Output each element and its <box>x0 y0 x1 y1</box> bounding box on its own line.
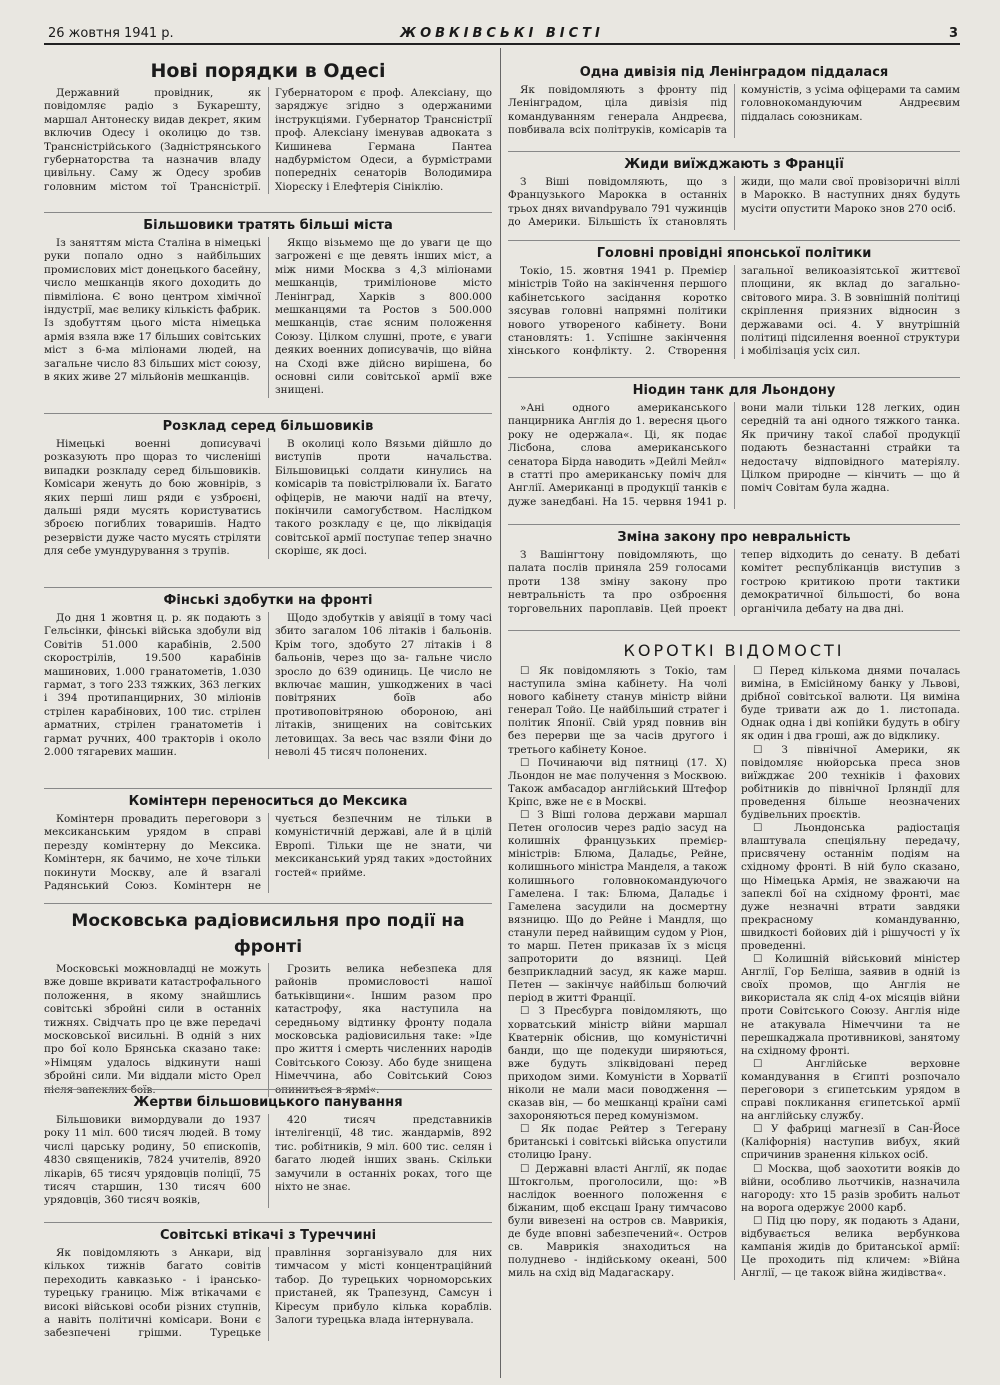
article-odesa <box>44 58 492 194</box>
brief-item: ☐ З Пресбурга повідомляють, що хорватський міністр війни маршал Кватернік обіснив, що комуністичні банди, що ще подекуди ширяються, вже будуть зліквідовані перед приходом зими. Комуністи в Хорватії ніколи не мали маси поводження — сказав він, — бо мешканці країни самі захороняються перед комунізмом. <box>508 1005 728 1123</box>
article-leningrad <box>508 64 960 138</box>
paragraph: Як повідомляють з Анкари, від кількох тижнів багато совітів переходить кавказько - і ірансько-турецьку границю. Між втікачами є високі військові особи різних ступнів, а навіть політичні комісари. Вони є забезпечені грішми. Турецьке правління зорганізувало для них тимчасом у місті концентраційний табор. До турецьких чорноморських пристаней, як Трапезунд, Самсун і Кіресум прибуло кілька кораблів. Залоги турецька влада інтернувала. <box>44 1247 492 1340</box>
article-body <box>508 176 960 230</box>
brief-text: Англійське верховне командування в Єгипті розпочало переговори з єгипетським урядом в справі покликання єгипетської армії на англійську службу. <box>741 1057 961 1123</box>
article-body <box>508 265 960 359</box>
brief-item: ☐ Колишній військовий міністер Англії, Гор Беліша, заявив в одній із своїх промов, що Англія не використала як слід 4-ох місяців війни проти Совітського Союзу. Англія ніде не атакувала Німеччини та не перешкаджала противникові, занятому на східному фронті. <box>741 953 960 1057</box>
paragraph: »Ані одного американського панцирника Англія до 1. вересня цього року не одержала«. Ці, як подає Лісбона, слова американського сенатора Бірда наводить »Дейлі Мейл« в статті про американську поміч для Англії. Американці в продукції танків є дуже занедбані. На 15. червня 1941 р. вони мали тільки 128 легких, один середній та ані одного тяжкого танка. Як причину такої слабої продукції подають безнастанні страйки та недостачу відповідного матеріялу. Цілком природне — кінчить — що й поміч Совітам була жадна. <box>508 402 960 508</box>
brief-item: ☐ Москва, щоб заохотити вояків до війни, особливо льотчиків, назначила нагороду: хто 15 разів зробить нальот на ворога одержує 2000 карб. <box>741 1162 960 1214</box>
brief-item: ☐ Англійське верховне командування в Єгипті розпочало переговори з єгипетським урядом в справі покликання єгипетської армії на англійську службу. <box>741 1057 961 1123</box>
paragraph: Більшовики вимордували до 1937 року 11 міл. 600 тисяч людей. В тому числі царську родину, 50 єпископів, 4830 священиків, 7824 учителів, 8920 лікарів, 65 тисяч урядовців поліції, 75 тисяч старшин, 130 тисяч 600 урядовців, 360 тисяч вояків, <box>44 1114 261 1207</box>
article-cities <box>44 217 492 398</box>
paragraph: З Вашінгтону повідомляють, що палата послів приняла 259 голосами проти 138 зміну закону про невтральність та про озброєння торговельних пароплавів. Цей проект тепер відходить до сенату. В дебаті комітет республіканців виступив з гострою критикою проти тактики демократичної більшості, бо вона органічила дебату на два дні. <box>508 549 960 615</box>
divider <box>44 1222 492 1223</box>
article-title: Московська радіовисильня про події на фронті <box>71 911 465 957</box>
brief-item: ☐ Під цю пору, як подають з Адани, відбувається велика вербункова кампанія жидів до британської армії: Це проходить під кличем: »Війна Англії, — це також війна жидівства«. <box>741 1214 960 1280</box>
brief-text: Державні власті Англії, як подає Штокгольм, проголосили, що: »В наслідок военного положення є біжаним, щоб ексцаш Ірану тимчасово були вивезені на остров св. Маврикія, де буде вповні забезпечений«. Остров св. Маврикія знаходиться на полуднево - індійському океані, 500 миль на схід від Мадагаскару. <box>508 1162 728 1280</box>
paragraph: Грозить велика небезпека для районів промисловості нашої батьківщини«. Іншим разом про катастрофу, яка наступила на середньому відтинку фронту подала московська радіовисильня таке: »Іде про життя і смерть численних народів Совітського Союзу. Або буде знищена Німеччина, або Совітський Союз опиниться в ярмі«. <box>275 963 492 1096</box>
divider <box>44 788 492 789</box>
brief-item: ☐ Державні власті Англії, як подає Штокгольм, проголосили, що: »В наслідок военного положення є біжаним, щоб ексцаш Ірану тимчасово були вивезені на остров св. Маврикія, де буде вповні забезпечений«. Остров св. Маврикія знаходиться на полуднево - індійському океані, 500 миль на схід від Мадагаскару. <box>508 1162 728 1280</box>
article-title: Фінські здобутки на фронті <box>163 593 373 608</box>
column-divider <box>500 48 501 1378</box>
paragraph: Як повідомляють з фронту під Ленінградом, ціла дивізія під командуванням генерала Андреєва, повбивала всіх політруків, комісарів та комуністів, з усіма офіцерами та самим головнокомандуючим Андреєвим піддалась союзникам. <box>508 84 960 137</box>
paragraph: Комінтерн провадить переговори з мексиканським урядом в справі перезду комінтерну до Мексика. Комінтерн, як бачимо, не хоче тільки покинути Москву, але й взагалі Радянський Союз. Комінтерн не чується безпечним не тільки в комуністичній державі, але й в цілій Европі. Тільки ще не знати, чи мексиканський уряд таких »достойних гостей« прийме. <box>44 813 492 893</box>
paragraph: Щодо здобутків у авіяції в тому часі збито загалом 106 літаків і бальонів. Крім того, здобуто 27 літаків і 8 бальонів, через що за- гальне число зросло до 639 одиниць. Це число не включає машин, ушкоджених в часі повітряних боїв або противоповітряною обороною, ані літаків, знищених на совітських летовищах. За весь час взяли Фіни до неволі 45 тисяч полонених. <box>275 612 492 759</box>
article-fugitives <box>44 1227 492 1341</box>
article-japan <box>508 245 960 359</box>
article-title: Розклад серед більшовиків <box>162 419 374 434</box>
brief-text: Як подає Рейтер з Тегерану британські і совітські війська опустили столицю Ірану. <box>508 1123 727 1162</box>
article-decay <box>44 418 492 559</box>
article-moscow-radio <box>44 908 492 1097</box>
newspaper-title: ЖОВКІВСЬКІ ВІСТІ <box>400 26 604 41</box>
article-title: Більшовики тратять більші міста <box>143 218 393 233</box>
page-number: 3 <box>948 26 958 41</box>
article-title: КОРОТКІ ВІДОМОСТІ <box>623 641 845 660</box>
article-title: Головні провідні японської політики <box>596 246 872 261</box>
article-title: Комінтерн переноситься до Мексика <box>128 794 408 809</box>
article-body <box>508 402 960 509</box>
article-neutrality <box>508 529 960 616</box>
brief-text: З Віші голова держави маршал Петен оголосив через радіо засуд на колишніх французьких премієр-міністрів: Блюма, Даладьє, Рейне, колишнього міністра Манделя, а також колишнього головнокомандуючого Гамелена. І так: Блюма, Даладьє і Гамелена засудили на досмертну вязницю. Що до Рейне і Мандля, що станули перед найвищим судом у Ріон, то марш. Петен приказав їх з місця запроторити до вязниці. Цей безприкладний засуд, як каже марш. Петен — закінчує найбільш болючий період в житті Франції. <box>508 809 727 1005</box>
divider <box>44 1089 492 1090</box>
article-title: Жиди виїжджають з Франції <box>624 157 844 172</box>
brief-item: ☐ У фабриці магнезії в Сан-Йосе (Каліфорнія) наступив вибух, який спричинив зранення кількох осіб. <box>741 1123 960 1162</box>
brief-item: ☐ Починаючи від пятниці (17. X) Льондон не має получення з Москвою. Також амбасадор англійський Штефор Кріпс, вже не є в Москві. <box>508 756 727 808</box>
paragraph: Державний провідник, як повідомляє радіо з Букарешту, маршал Антонеску видав декрет, яким включив Одесу і околицю до тзв. Трансністрійського (Задністрянського губернаторства та назначив владу цивільну. Саму ж Одесу зробив головним містом тої Трансністрії. Губернатором є проф. Алексіану, що заряджує згідно з одержаними інструкціями. Губернатор Трансністрії проф. Алексіану іменував адвоката з Кишинева Германа Пантеа надбурмістом Одеси, а бурмістрами попередніх сенаторів Володимира Хіорєску і Елефтерія Сініклію. <box>44 87 492 193</box>
article-title: Зміна закону про невральність <box>617 530 851 545</box>
article-finns <box>44 592 492 759</box>
paragraph: Токіо, 15. жовтня 1941 р. Премієр міністрів Тойо на закінчення першого кабінетського засідання коротко зясував головні напрямні політики нового утвореного кабінету. Вони становлять: 1. Успішне закінчення хінського конфлікту. 2. Створення загальної великоазіятської життєвої площини, як вклад до загально-світового мира. 3. В зовнішній політиці скріплення приязних відносин з державами осі. 4. У внутрішній політиці підсилення военної структури і мобілізація усіх сил. <box>508 265 960 358</box>
brief-text: Перед кількома днями почалась виміна, в Емісійному банку у Львові, дрібної совітської валюти. Ця виміна буде тривати аж до 1. листопада. Однак одна і дві копійки будуть в обігу як один і два гроші, аж до відклику. <box>741 665 960 743</box>
article-body <box>44 1114 492 1208</box>
paragraph: В околиці коло Вязьми дійшло до виступів проти начальства. Більшовицькі солдати кинулись на комісарів та повістрілювали їх. Багато офіцерів, не маючи надії на втечу, покінчили самогубством. Наслідком такого розкладу є це, що ліквідація совітської армії поступає тепер значно скорішє, як досі. <box>275 438 492 558</box>
article-body <box>44 612 492 759</box>
article-title: Нові порядки в Одесі <box>150 60 386 82</box>
brief-item: ☐ Перед кількома днями почалась виміна, в Емісійному банку у Львові, дрібної совітської валюти. Ця виміна буде тривати аж до 1. листопада. Однак одна і дві копійки будуть в обігу як один і два гроші, аж до відклику. <box>741 665 960 743</box>
divider <box>44 212 492 213</box>
paragraph: Німецькі военні дописувачі розказують про щораз то численіші випадки розкладу серед більшовиків. Комісари женуть до бою жовнірів, з яких перші лиш ряди є узброєні, дальші ряди мусять користуватись зброєю погиблих товаришів. Надто резервісти дуже часто мусять стріляти для себе умундурування з трупів. <box>44 438 261 558</box>
issue-date: 26 жовтня 1941 р. <box>48 26 174 41</box>
article-comintern <box>44 793 492 893</box>
divider <box>508 377 960 378</box>
paragraph: Московські можновладці не можуть вже довше вкривати катастрофального положення, в якому знайшлись совітські збройні сили в останніх тижнях. Свідчать про це вже передачі московської висильні. В одній з них про бої коло Брянська сказано таке: »Німцям удалось відкинути наші збройні сили. Ми віддали місто Орел після запеклих боїв. <box>44 963 261 1096</box>
brief-item: ☐ З Віші голова держави маршал Петен оголосив через радіо засуд на колишніх французьких премієр-міністрів: Блюма, Даладьє, Рейне, колишнього міністра Манделя, а також колишнього головнокомандуючого Гамелена. І так: Блюма, Даладьє і Гамелена засудили на досмертну вязницю. Що до Рейне і Мандля, що станули перед найвищим судом у Ріон, то марш. Петен приказав їх з місця запроторити до вязниці. Цей безприкладний засуд, як каже марш. Петен — закінчує найбільш болючий період в житті Франції. <box>508 809 727 1005</box>
article-body <box>44 813 492 893</box>
brief-text: Починаючи від пятниці (17. X) Льондон не має получення з Москвою. Також амбасадор англійський Штефор Кріпс, вже не є в Москві. <box>508 756 727 808</box>
divider <box>508 240 960 241</box>
paragraph: До дня 1 жовтня ц. р. як подають з Гельсінки, фінські війська здобули від Совітів 51.000 карабінів, 2.500 скорострілів, 19.500 карабінів машинових, 1.000 гранатометів, 1.030 гармат, з того 233 тяжких, 363 легких і 394 протипанцирних, 30 міліонів стрілен карабінових, 100 тис. стрілен арматних, стрілен гранатометів і гармат ручних, 400 тракторів і около 2.000 тягаревих машин. <box>44 612 261 759</box>
article-body <box>44 87 492 194</box>
divider <box>44 587 492 588</box>
brief-text: Москва, щоб заохотити вояків до війни, особливо льотчиків, назначила нагороду: хто 15 разів зробить нальот на ворога одержує 2000 карб. <box>741 1162 960 1214</box>
article-body <box>508 665 960 1280</box>
article-body <box>44 237 492 398</box>
article-victims <box>44 1094 492 1208</box>
article-body <box>44 438 492 559</box>
article-briefs <box>508 640 960 1280</box>
paragraph: 420 тисяч представників інтелігенції, 48 тис. жандармів, 892 тис. робітників, 9 міл. 600 тис. селян і багато людей інших звань. Скільки замучили в останніх роках, того ще ніхто не знає. <box>275 1114 492 1194</box>
article-body <box>508 549 960 616</box>
brief-text: Під цю пору, як подають з Адани, відбувається велика вербункова кампанія жидів до британської армії: Це проходить під кличем: »Війна Англії, — це також війна жидівства«. <box>741 1214 960 1280</box>
divider <box>44 413 492 414</box>
article-title: Совітські втікачі з Туреччині <box>159 1228 377 1243</box>
page-header <box>44 25 960 45</box>
article-title: Жертви більшовицького панування <box>133 1095 403 1110</box>
divider <box>508 151 960 152</box>
divider <box>44 903 492 904</box>
article-title: Одна дивізія під Ленінградом піддалася <box>579 65 889 80</box>
brief-text: З північної Америки, як повідомляє нюйорська преса знов виїжджає 200 техніків і фахових робітників до північної Ірляндії для проведення більше неозначених будівельних проєктів. <box>741 743 960 822</box>
paragraph: Якщо візьмемо ще до уваги це що загрожені є ще девять інших міст, а між ними Москва з 4,3 міліонами мешканців, триміліонове місто Ленінград, Харків з 800.000 мешканцями та Ростов з 500.000 мешканців, стає ясним положення Союзу. Цілком слушні, проте, є уваги деяких военних дописувачів, що війна на Сході вже дійсно вирішена, бо основні сили совітської армії вже знищені. <box>275 237 492 397</box>
brief-item: ☐ З північної Америки, як повідомляє нюйорська преса знов виїжджає 200 техніків і фахових робітників до північної Ірляндії для проведення більше неозначених будівельних проєктів. <box>741 743 960 822</box>
divider <box>508 630 960 631</box>
article-body <box>44 1247 492 1341</box>
brief-item: ☐ Як подає Рейтер з Тегерану британські і совітські війська опустили столицю Ірану. <box>508 1123 727 1162</box>
brief-text: У фабриці магнезії в Сан-Йосе (Каліфорнія) наступив вибух, який спричинив зранення кількох осіб. <box>741 1123 960 1162</box>
brief-text: Як повідомляють з Токіо, там наступила зміна кабінету. На чолі нового кабінету станув міністр війни генерал Тойо. Це найбільший стратег і політик Японії. Свій уряд повнив він без перерви ще за часів другого і третього кабінету Коное. <box>508 665 727 756</box>
brief-text: Льондонська радіостація влаштувала спеціяльну передачу, присвячену останнім подіям на східному фронті. В ній було сказано, що Німецька Армія, не зважаючи на запеклі бої на східному фронті, має дуже незначні втрати завдяки прекрасному командуванню, швидкості бойових дій і рішучості у їх проведенні. <box>741 822 961 952</box>
article-body <box>508 84 960 138</box>
paragraph: Із заняттям міста Сталіна в німецькі руки попало одно з найбільших промислових міст донецького басейну, число мешканців якого доходить до півміліона. Є воно центром хімічної індустрії, має велику кількість фабрик. Із здобуттям цього міста німецька армія взяла вже 17 більших совітських міст з 6-ма міліонами людей, на загальне число 83 більших міст союзу, в яких живе 27 мільйонів мешканців. <box>44 237 261 384</box>
brief-item: ☐ Льондонська радіостація влаштувала спеціяльну передачу, присвячену останнім подіям на східному фронті. В ній було сказано, що Німецька Армія, не зважаючи на запеклі бої на східному фронті, має дуже незначні втрати завдяки прекрасному командуванню, швидкості бойових дій і рішучості у їх проведенні. <box>741 822 961 952</box>
article-jews <box>508 156 960 230</box>
paragraph: З Віші повідомляють, що з Французького Марокка в останніх трьох днях виvandрувало 791 чужинців до Америки. Більшість їх становлять жиди, що мали свої провізоричні віллі в Марокко. В наступних днях будуть мусіти опустити Мароко знов 270 осіб. <box>508 176 960 229</box>
article-tank <box>508 382 960 509</box>
article-title: Ніодин танк для Льондону <box>632 383 836 398</box>
article-body <box>44 963 492 1097</box>
divider <box>508 524 960 525</box>
brief-text: З Пресбурга повідомляють, що хорватський міністр війни маршал Кватернік обіснив, що комуністичні банди, що ще подекуди ширяються, вже будуть зліквідовані перед приходом зими. Комуністи в Хорватії ніколи не мали маси поводження — сказав він, — бо мешканці країни самі захороняються перед комунізмом. <box>508 1005 728 1123</box>
brief-text: Колишній військовий міністер Англії, Гор Беліша, заявив в одній із своїх промов, що Англія не використала як слід 4-ох місяців війни проти Совітського Союзу. Англія ніде не атакувала Німеччини та не перешкаджала противникові, занятому на східному фронті. <box>741 953 960 1057</box>
brief-item: ☐ Як повідомляють з Токіо, там наступила зміна кабінету. На чолі нового кабінету станув міністр війни генерал Тойо. Це найбільший стратег і політик Японії. Свій уряд повнив він без перерви ще за часів другого і третього кабінету Коное. <box>508 665 727 756</box>
